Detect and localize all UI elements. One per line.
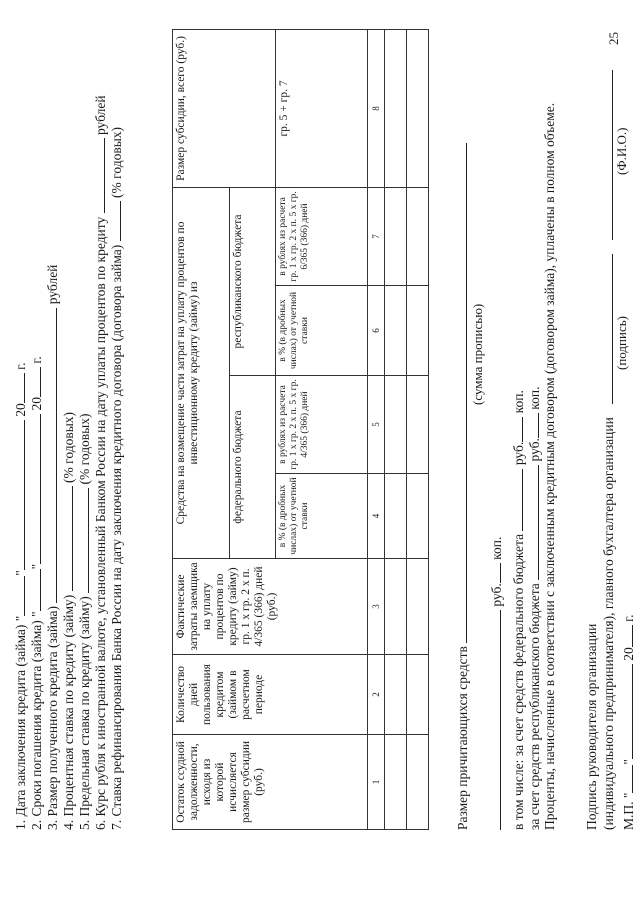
header-col8: Размер субсидии, всего (руб.) <box>173 29 276 187</box>
table-cell <box>385 29 407 187</box>
col-number: 8 <box>368 29 385 187</box>
header-group: Средства на возмещение части затрат на уплату процентов по инвестиционному кредиту (займу) из <box>173 187 230 558</box>
sign-line-1: Подпись руководителя организации <box>584 623 599 830</box>
table-cell <box>385 187 407 285</box>
col-number: 6 <box>368 286 385 376</box>
table-cell <box>385 474 407 559</box>
amount-rub-line: руб. коп. <box>488 537 504 830</box>
table-cell <box>407 376 429 474</box>
header-republic: республиканского бюджета <box>230 187 276 375</box>
mp-date-line: М.П. "" 20 г. <box>621 614 636 830</box>
federal-line: в том числе: за счет средств федерального бюджета руб. коп. <box>511 390 526 830</box>
header-col1: Остаток ссудной задолженности, исходя из которой исчисляется размер субсидии (руб.) <box>173 735 368 830</box>
line-2: 2. Сроки погашения кредита (займа) "" 20 г. <box>29 356 44 830</box>
fio-caption: (Ф.И.О.) <box>614 127 629 175</box>
subsidy-table <box>172 29 429 830</box>
line-6: 6. Курс рубля к иностранной валюте, установленный Банком России на дату уплаты процентов по кредиту рублей <box>93 95 108 830</box>
col-number: 3 <box>368 559 385 655</box>
republic-line: за счет средств республиканского бюджета руб. коп. <box>527 386 542 830</box>
header-col3: Фактические затраты заемщика на уплату процентов по кредиту (займу) гр. 1 х гр. 2 х п. 4/365 (366) дней (руб.) <box>173 559 368 655</box>
header-col2: Количество дней пользования кредитом (займом в расчетном периоде <box>173 655 368 735</box>
table-cell <box>407 474 429 559</box>
page-number: 25 <box>606 32 621 45</box>
signature-caption: (подпись) <box>614 316 629 370</box>
table-cell <box>407 286 429 376</box>
table-cell <box>385 735 407 830</box>
table-cell <box>385 559 407 655</box>
table-cell <box>407 29 429 187</box>
amount-caption: (сумма прописью) <box>470 303 485 405</box>
interest-text: Проценты, начисленные в соответствии с заключенным кредитным договором (договором займа), уплачены в полном объеме. <box>542 102 557 830</box>
table-cell <box>385 286 407 376</box>
col-number: 7 <box>368 187 385 285</box>
table-cell <box>385 376 407 474</box>
col-number: 1 <box>368 735 385 830</box>
col-number: 4 <box>368 474 385 559</box>
line-1: 1. Дата заключения кредита (займа) "" 20 г. <box>13 362 28 830</box>
header-col5: в рублях из расчета гр. 1 х гр. 2 х п. 5 х гр. 4/365 (366) дней <box>276 376 368 474</box>
table-cell <box>407 735 429 830</box>
table-cell <box>385 655 407 735</box>
line-7: 7. Ставка рефинансирования Банка России на дату заключения кредитного договора (договора займа) (% годовых) <box>109 126 124 830</box>
header-col7: в рублях из расчета гр. 1 х гр. 2 х п. 5 х гр. 6/365 (366) дней <box>276 187 368 285</box>
sign-line-2: (индивидуального предпринимателя), главного бухгалтера организации <box>600 70 616 830</box>
table-cell <box>407 559 429 655</box>
table-cell <box>407 655 429 735</box>
header-col4: в % (в дробных числах) от учетной ставки <box>276 474 368 559</box>
header-col6: в % (в дробных числах) от учетной ставки <box>276 286 368 376</box>
col-number: 5 <box>368 376 385 474</box>
col-number: 2 <box>368 655 385 735</box>
amount-line: Размер причитающихся средств <box>454 143 470 830</box>
line-3: 3. Размер полученного кредита (займа) рублей <box>45 264 60 830</box>
line-4: 4. Процентная ставка по кредиту (займу) (% годовых) <box>61 411 76 830</box>
header-federal: федерального бюджета <box>230 376 276 559</box>
table-cell <box>407 187 429 285</box>
line-5: 5. Предельная ставка по кредиту (займу) (% годовых) <box>77 413 92 830</box>
header-col8-formula: гр. 5 + гр. 7 <box>276 29 368 187</box>
